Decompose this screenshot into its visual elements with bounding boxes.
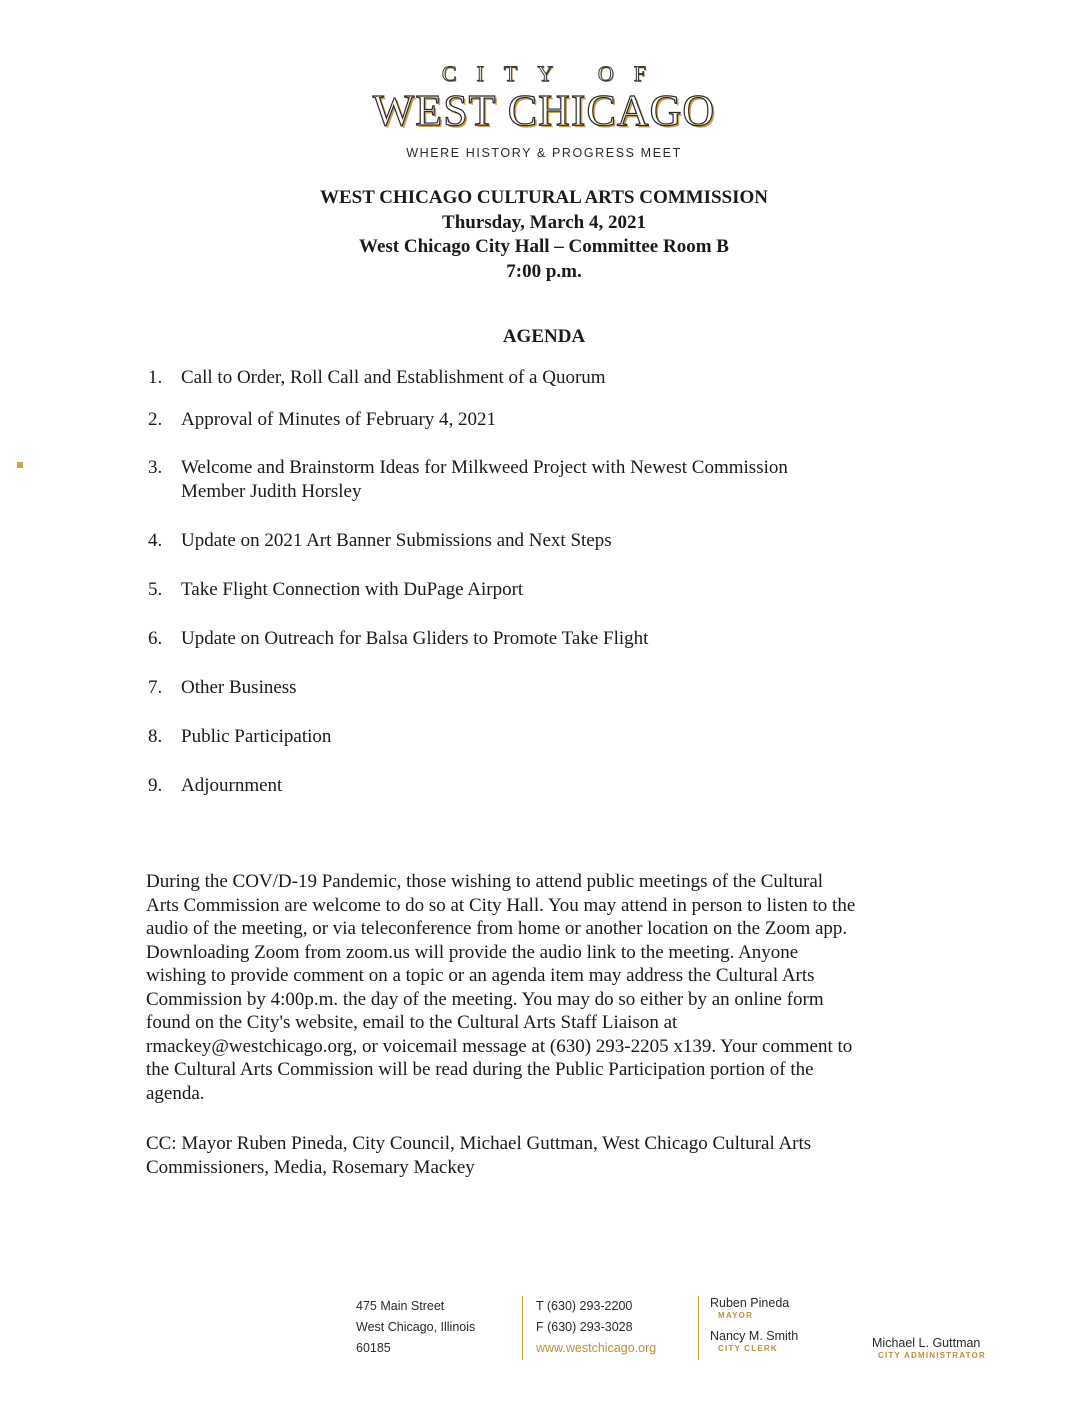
address-line: 475 Main Street [356,1299,445,1313]
footer-address [356,1296,475,1359]
agenda-title: AGENDA [502,326,586,347]
footer-divider [698,1296,699,1360]
admin-role: CITY ADMINISTRATOR [878,1351,986,1360]
agenda-item-text: Other Business [181,677,297,698]
covid-notice [146,870,926,1105]
agenda-item-number: 5. [148,579,163,600]
mayor-role: MAYOR [718,1311,754,1320]
agenda-item-number: 1. [148,367,163,388]
cc-list [146,1132,926,1180]
website-link[interactable]: www.westchicago.org [536,1341,657,1355]
agenda-item [148,774,908,798]
agenda-item-text [181,456,908,504]
footer-administrator [872,1336,986,1361]
agenda-item [148,366,908,390]
agenda-item [148,676,908,700]
fax-number: F (630) 293-3028 [536,1320,633,1334]
admin-name: Michael L. Guttman [872,1336,981,1350]
agenda-item-text: Update on Outreach for Balsa Gliders to Promote Take Flight [181,628,649,649]
agenda-item [148,627,908,651]
agenda-item-number: 3. [148,457,163,478]
footer-contact [536,1296,656,1359]
scan-speck [17,462,23,468]
meeting-location: West Chicago City Hall – Committee Room B [359,236,729,257]
agenda-item-number: 8. [148,726,163,747]
meeting-header [0,186,1088,284]
agenda-item-text: Adjournment [181,775,283,796]
meeting-date: Thursday, March 4, 2021 [442,211,646,233]
mayor-name: Ruben Pineda [710,1296,790,1310]
agenda-item-text-line: Welcome and Brainstorm Ideas for Milkweed Project with Newest Commission [181,457,788,478]
notice-line: audio of the meeting, or via teleconference from home or another location on the Zoom app. [146,918,848,939]
agenda-item-number: 6. [148,628,163,649]
agenda-item-number: 2. [148,409,163,430]
notice-line: During the COV/D-19 Pandemic, those wishing to attend public meetings of the Cultural [146,871,824,892]
logo-city-of: CITY OF [441,61,667,86]
agenda-item-number: 4. [148,530,163,551]
agenda-item-text: Take Flight Connection with DuPage Airport [181,579,524,600]
meeting-time: 7:00 p.m. [506,260,582,282]
logo-name: WEST CHICAGO [372,86,716,135]
notice-line: the Cultural Arts Commission will be read during the Public Participation portion of the [146,1059,814,1080]
agenda-item [148,529,908,553]
cc-line: Commissioners, Media, Rosemary Mackey [146,1157,475,1178]
address-line: 60185 [356,1341,391,1355]
agenda-item-text: Update on 2021 Art Banner Submissions and Next Steps [181,530,612,551]
phone-number: T (630) 293-2200 [536,1299,633,1313]
agenda-item [148,578,908,602]
logo [0,62,1088,134]
agenda-item [148,456,908,504]
agenda-item-text: Call to Order, Roll Call and Establishment of a Quorum [181,367,606,388]
agenda-item [148,408,908,432]
notice-line: agenda. [146,1082,205,1104]
cc-line: CC: Mayor Ruben Pineda, City Council, Michael Guttman, West Chicago Cultural Arts [146,1133,812,1154]
footer-officials [710,1296,798,1354]
agenda-item-text-line: Member Judith Horsley [181,481,362,502]
notice-line: Arts Commission are welcome to do so at City Hall. You may attend in person to listen to the [146,894,856,916]
agenda-item-number: 9. [148,775,163,796]
notice-line: Commission by 4:00p.m. the day of the meeting. You may do so either by an online form [146,988,824,1010]
address-line: West Chicago, Illinois [356,1320,476,1334]
notice-line: rmackey@westchicago.org, or voicemail message at (630) 293-2205 x139. Your comment to [146,1035,853,1057]
notice-line: found on the City's website, email to the Cultural Arts Staff Liaison at [146,1012,678,1033]
agenda-item [148,725,908,749]
footer-divider [522,1296,523,1360]
agenda-item-text: Public Participation [181,726,332,747]
agenda-item-number: 7. [148,677,163,698]
notice-line: Downloading Zoom from zoom.us will provide the audio link to the meeting. Anyone [146,941,799,963]
clerk-name: Nancy M. Smith [710,1329,799,1343]
commission-title: WEST CHICAGO CULTURAL ARTS COMMISSION [319,187,769,208]
agenda-item-text: Approval of Minutes of February 4, 2021 [181,409,497,430]
tagline: WHERE HISTORY & PROGRESS MEET [406,146,682,160]
notice-line: wishing to provide comment on a topic or an agenda item may address the Cultural Arts [146,965,815,986]
clerk-role: CITY CLERK [718,1344,778,1353]
